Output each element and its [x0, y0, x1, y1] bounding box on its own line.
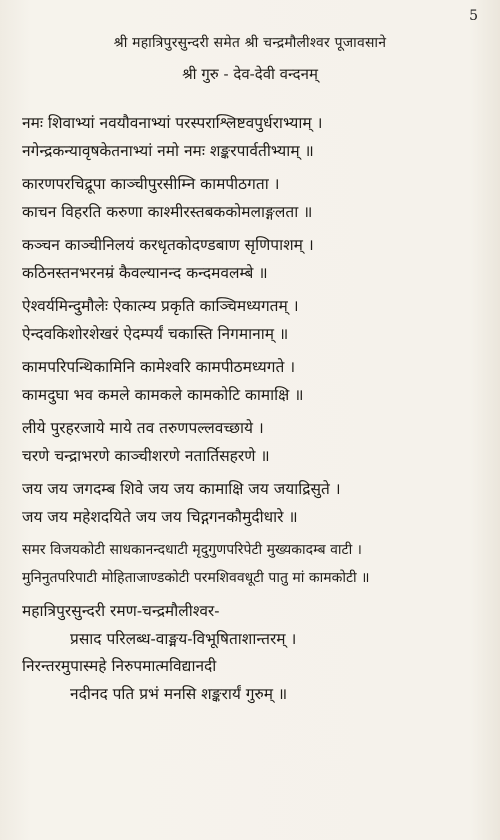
verse-line: नदीनद पति प्रभं मनसि शङ्करार्यं गुरुम् ॥	[70, 684, 288, 703]
verse-line: मुनिनुतपरिपाटी मोहिताजाण्डकोटी परमशिववधूटी पातु मां कामकोटी ॥	[22, 569, 370, 586]
section-title: श्री गुरु - देव-देवी वन्दनम्	[182, 65, 318, 83]
verse-line: काचन विहरति करुणा काश्मीरस्तबककोमलाङ्गलता ॥	[22, 202, 313, 221]
verse-line: प्रसाद परिलब्ध-वाङ्मय-विभूषिताशान्तरम् ।	[70, 629, 297, 648]
verse-line: जय जय जगदम्ब शिवे जय जय कामाक्षि जय जयाद्रिसुते ।	[22, 480, 341, 498]
verse-line: ऐन्दवकिशोरशेखरं ऐदम्पर्यं चकास्ति निगमानाम् ॥	[22, 324, 289, 343]
verse-line: निरन्तरमुपास्महे निरुपमात्मविद्यानदी	[22, 657, 217, 675]
verse-line: नमः शिवाभ्यां नवयौवनाभ्यां परस्पराश्लिष्टवपुर्धराभ्याम् ।	[22, 114, 323, 132]
verse-line: चरणे चन्द्राभरणे काञ्चीशरणे नतार्तिसहरणे ॥	[22, 446, 270, 465]
verse-line: नगेन्द्रकन्यावृषकेतनाभ्यां नमो नमः शङ्करपार्वतीभ्याम् ॥	[22, 141, 314, 160]
verse-line: लीये पुरहरजाये माये तव तरुणपल्लवच्छाये ।	[22, 419, 264, 437]
verse-line: कामदुघा भव कमले कामकले कामकोटि कामाक्षि ॥	[22, 385, 304, 404]
verse-line: कामपरिपन्थिकामिनि कामेश्वरि कामपीठमध्यगते ।	[22, 358, 296, 376]
verse-line: समर विजयकोटी साधकानन्दधाटी मृदुगुणपरिपेटी मुख्यकादम्ब वाटी ।	[22, 542, 362, 558]
verse-line: ऐश्वर्यमिन्दुमौलेः ऐकात्म्य प्रकृति काञ्चिमध्यगतम् ।	[22, 297, 299, 315]
verse-line: कारणपरचिद्रूपा काञ्चीपुरसीम्नि कामपीठगता ।	[22, 175, 280, 193]
verse-line: कठिनस्तनभरनम्रं कैवल्यानन्द कन्दमवलम्बे ॥	[22, 263, 268, 282]
verse-line: जय जय महेशदयिते जय जय चिद्गगनकौमुदीधारे ॥	[22, 507, 298, 526]
verse-line: कञ्चन काञ्चीनिलयं करधृतकोदण्डबाण सृणिपाशम् ।	[22, 236, 314, 254]
page-header: श्री महात्रिपुरसुन्दरी समेत श्री चन्द्रमौलीश्वर पूजावसाने	[113, 35, 387, 51]
verse-body	[22, 110, 490, 708]
page-number: 5	[469, 8, 478, 24]
verse-line: महात्रिपुरसुन्दरी रमण-चन्द्रमौलीश्वर-	[22, 602, 220, 620]
